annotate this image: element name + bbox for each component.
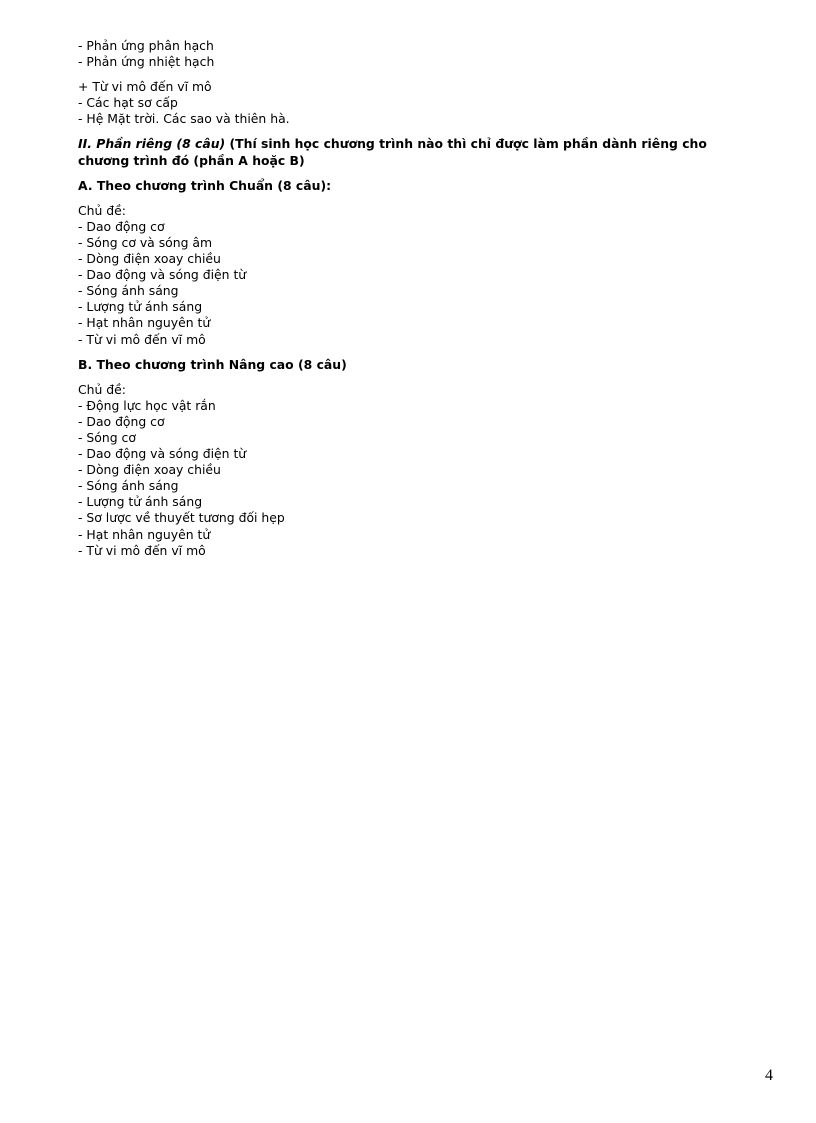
list-group-heading: + Từ vi mô đến vĩ mô: [78, 79, 212, 95]
list-item: - Sóng cơ: [78, 429, 136, 445]
part-two-heading: [78, 136, 758, 168]
list-item: - Phản ứng phân hạch: [78, 38, 214, 53]
section-b: [78, 357, 758, 559]
list-item: - Dòng điện xoay chiều: [78, 462, 221, 478]
list-item: - Lượng tử ánh sáng: [78, 494, 203, 510]
spacer: [78, 70, 758, 79]
spacer: [78, 169, 758, 178]
part-two-text: (Thí sinh học chương trình nào thì chỉ được làm phần dành riêng cho chương trình đó (phần A hoặc B): [78, 136, 707, 168]
topics-label: Chủ đề:: [78, 381, 126, 397]
spacer: [78, 348, 758, 357]
page-number: 4: [765, 1067, 773, 1084]
list-item: - Dòng điện xoay chiều: [78, 251, 221, 267]
list-item: - Lượng tử ánh sáng: [78, 299, 203, 315]
list-item: - Sơ lược về thuyết tương đối hẹp: [78, 510, 285, 526]
spacer: [78, 194, 758, 203]
list-item: - Dao động và sóng điện từ: [78, 446, 247, 462]
list-item: - Động lực học vật rắn: [78, 397, 216, 413]
list-item: - Từ vi mô đến vĩ mô: [78, 542, 206, 558]
topics-label: Chủ đề:: [78, 202, 126, 218]
list-item: - Dao động cơ: [78, 218, 165, 234]
top-list: [78, 38, 758, 127]
section-b-heading: B. Theo chương trình Nâng cao (8 câu): [78, 356, 347, 372]
list-item: - Hạt nhân nguyên tử: [78, 315, 211, 331]
list-item: - Hệ Mặt trời. Các sao và thiên hà.: [78, 111, 290, 127]
spacer: [78, 373, 758, 382]
spacer: [78, 127, 758, 136]
section-a: [78, 178, 758, 348]
part-two-label: II. Phần riêng (8 câu): [78, 136, 226, 152]
list-item: - Sóng ánh sáng: [78, 478, 179, 494]
document-body: [78, 38, 758, 559]
section-a-heading: A. Theo chương trình Chuẩn (8 câu):: [78, 177, 332, 193]
list-item: - Sóng ánh sáng: [78, 283, 179, 299]
list-item: - Dao động cơ: [78, 413, 165, 429]
list-item: - Phản ứng nhiệt hạch: [78, 54, 215, 70]
list-item: - Dao động và sóng điện từ: [78, 267, 247, 283]
list-item: - Hạt nhân nguyên tử: [78, 526, 211, 542]
list-item: - Các hạt sơ cấp: [78, 95, 178, 111]
list-item: - Từ vi mô đến vĩ mô: [78, 331, 206, 347]
list-item: - Sóng cơ và sóng âm: [78, 234, 213, 250]
